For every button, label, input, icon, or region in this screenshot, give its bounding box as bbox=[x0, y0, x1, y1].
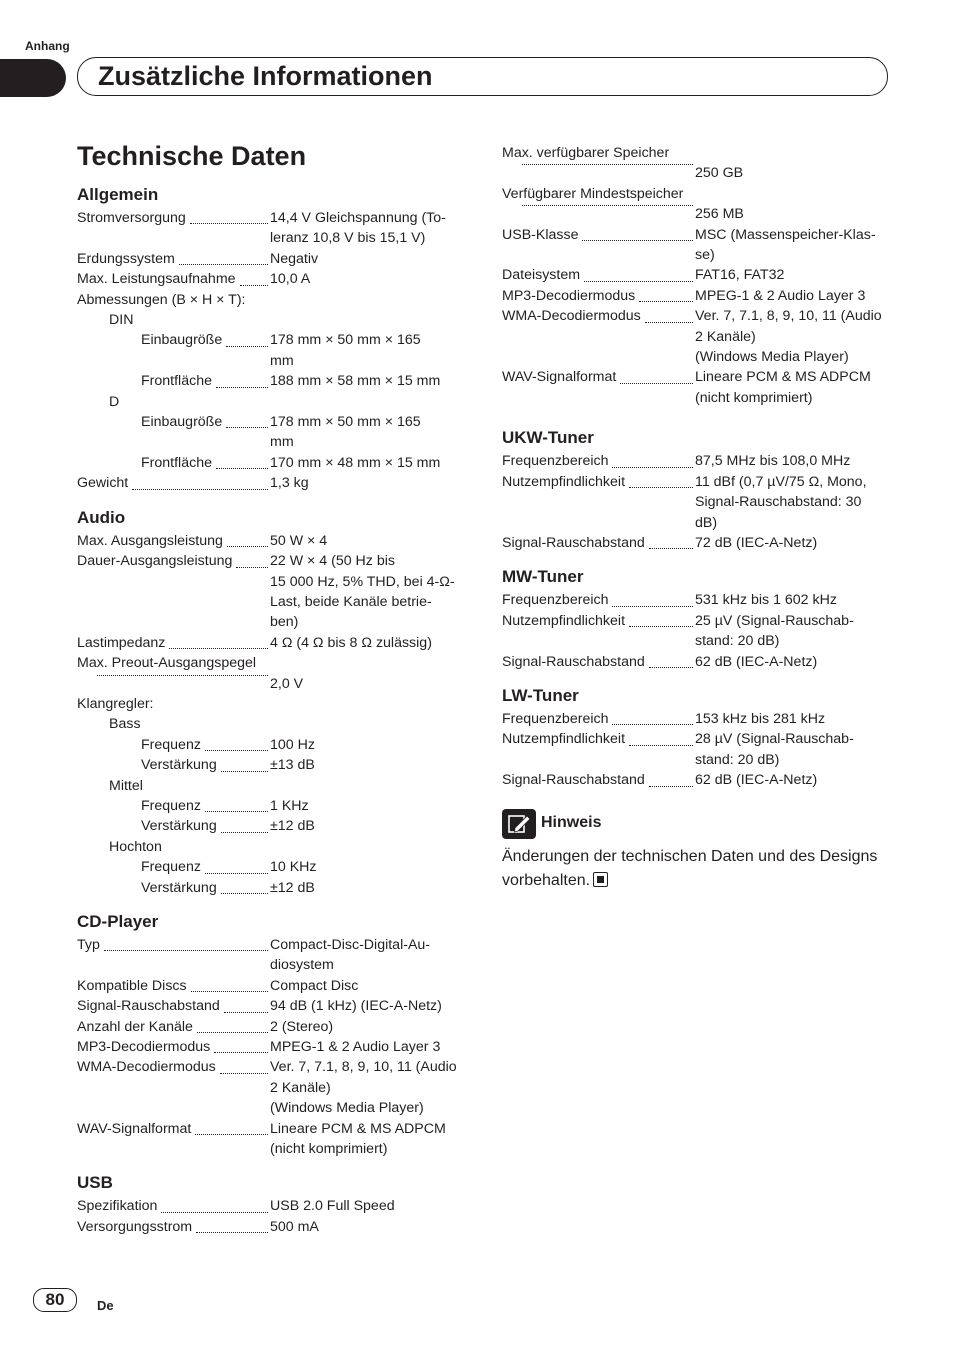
spec-row bbox=[502, 590, 894, 610]
spec-label: Einbaugröße bbox=[141, 332, 223, 349]
spec-value: 4 Ω (4 Ω bis 8 Ω zulässig) bbox=[270, 634, 432, 651]
spec-value: Compact Disc bbox=[270, 977, 359, 994]
spec-row bbox=[77, 453, 469, 473]
note-pencil-icon bbox=[502, 809, 536, 839]
spec-row bbox=[502, 163, 894, 183]
spec-row bbox=[502, 204, 894, 224]
spec-value: 94 dB (1 kHz) (IEC-A-Netz) bbox=[270, 998, 442, 1015]
spec-label: WMA-Decodiermodus bbox=[77, 1059, 216, 1076]
spec-value: 10,0 A bbox=[270, 271, 311, 288]
spec-value: Signal-Rauschabstand: 30 bbox=[695, 494, 862, 511]
spec-value: 2,0 V bbox=[270, 675, 304, 692]
spec-subheading: Bass bbox=[109, 716, 141, 733]
spec-label: Max. Leistungsaufnahme bbox=[77, 271, 236, 288]
spec-label: Frequenzbereich bbox=[502, 710, 609, 727]
spec-value: 500 mA bbox=[270, 1218, 319, 1235]
spec-row bbox=[77, 208, 469, 249]
chapter-title-box bbox=[77, 57, 888, 96]
spec-row bbox=[77, 633, 469, 653]
spec-value: 178 mm × 50 mm × 165 bbox=[270, 332, 421, 349]
spec-value: 62 dB (IEC-A-Netz) bbox=[695, 772, 818, 789]
spec-row bbox=[77, 996, 469, 1016]
spec-row bbox=[77, 1037, 469, 1057]
heading-lw-tuner: LW-Tuner bbox=[502, 685, 579, 705]
spec-value: Ver. 7, 7.1, 8, 9, 10, 11 (Audio bbox=[695, 308, 882, 325]
spec-value: diosystem bbox=[270, 957, 334, 974]
spec-label: USB-Klasse bbox=[502, 226, 579, 243]
spec-subheading: Hochton bbox=[109, 838, 162, 855]
spec-label: Frequenz bbox=[141, 859, 201, 876]
spec-row bbox=[77, 735, 469, 755]
note-header bbox=[502, 809, 894, 839]
spec-value: 178 mm × 50 mm × 165 bbox=[270, 414, 421, 431]
spec-label: MP3-Decodiermodus bbox=[77, 1039, 211, 1056]
spec-label: MP3-Decodiermodus bbox=[502, 287, 636, 304]
spec-row bbox=[77, 330, 469, 371]
spec-value: 2 (Stereo) bbox=[270, 1018, 334, 1035]
note-title: Hinweis bbox=[541, 814, 602, 832]
spec-value: 62 dB (IEC-A-Netz) bbox=[695, 653, 818, 670]
spec-row bbox=[502, 306, 894, 367]
spec-value: ±12 dB bbox=[270, 818, 315, 835]
spec-label: Max. verfügbarer Speicher bbox=[502, 145, 670, 161]
spec-row bbox=[77, 796, 469, 816]
spec-value: (Windows Media Player) bbox=[270, 1100, 424, 1117]
spec-label: Frontfläche bbox=[141, 373, 212, 390]
right-column bbox=[502, 143, 894, 893]
spec-label: WMA-Decodiermodus bbox=[502, 308, 641, 325]
note-text-block bbox=[502, 845, 892, 893]
spec-row bbox=[502, 472, 894, 533]
spec-label: Max. Preout-Ausgangspegel bbox=[77, 655, 257, 672]
spec-label: Verstärkung bbox=[141, 757, 217, 774]
spec-value: 2 Kanäle) bbox=[270, 1079, 331, 1096]
chapter-tab-marker bbox=[0, 59, 66, 97]
spec-value: 28 µV (Signal-Rauschab- bbox=[695, 731, 854, 748]
spec-value: 188 mm × 58 mm × 15 mm bbox=[270, 373, 441, 390]
spec-row bbox=[502, 611, 894, 652]
spec-value: Compact-Disc-Digital-Au- bbox=[270, 937, 431, 953]
heading-audio: Audio bbox=[77, 507, 126, 527]
spec-row bbox=[502, 286, 894, 306]
spec-value: 11 dBf (0,7 µV/75 Ω, Mono, bbox=[695, 473, 867, 490]
spec-label: WAV-Signalformat bbox=[502, 369, 617, 386]
spec-value: ±13 dB bbox=[270, 757, 315, 774]
spec-value: 87,5 MHz bis 108,0 MHz bbox=[695, 453, 851, 470]
spec-value: se) bbox=[695, 247, 715, 264]
spec-value: 72 dB (IEC-A-Netz) bbox=[695, 534, 818, 551]
spec-row bbox=[77, 269, 469, 289]
spec-value: stand: 20 dB) bbox=[695, 751, 780, 768]
spec-row bbox=[77, 371, 469, 391]
spec-row bbox=[77, 857, 469, 877]
spec-label: Frequenzbereich bbox=[502, 453, 609, 470]
spec-label: Max. Ausgangsleistung bbox=[77, 532, 223, 549]
spec-label: Frequenz bbox=[141, 797, 201, 814]
spec-label: Signal-Rauschabstand bbox=[502, 534, 645, 551]
spec-value: Negativ bbox=[270, 250, 319, 267]
heading-mw-tuner: MW-Tuner bbox=[502, 567, 584, 587]
spec-row bbox=[502, 729, 894, 770]
spec-value: 50 W × 4 bbox=[270, 532, 328, 549]
spec-value: leranz 10,8 V bis 15,1 V) bbox=[270, 230, 426, 247]
spec-value: 22 W × 4 (50 Hz bis bbox=[270, 553, 395, 570]
spec-row bbox=[502, 367, 894, 408]
chapter-title: Zusätzliche Informationen bbox=[98, 61, 433, 91]
spec-label: Kompatible Discs bbox=[77, 977, 187, 994]
spec-label: Frequenz bbox=[141, 736, 201, 753]
section-tag: Anhang bbox=[25, 39, 70, 53]
spec-value: 15 000 Hz, 5% THD, bei 4-Ω- bbox=[270, 573, 455, 590]
end-of-section-icon bbox=[593, 872, 608, 887]
spec-label: Dateisystem bbox=[502, 267, 581, 284]
spec-value: 2 Kanäle) bbox=[695, 328, 756, 345]
spec-value: Last, beide Kanäle betrie- bbox=[270, 593, 432, 610]
spec-label: Stromversorgung bbox=[77, 210, 186, 226]
spec-row bbox=[77, 878, 469, 898]
spec-row bbox=[77, 473, 469, 493]
spec-subheading: Mittel bbox=[109, 777, 143, 794]
spec-value: 10 KHz bbox=[270, 859, 317, 876]
spec-label: Nutzempfindlichkeit bbox=[502, 473, 626, 490]
spec-value: 1,3 kg bbox=[270, 475, 309, 492]
spec-value: Lineare PCM & MS ADPCM bbox=[270, 1120, 446, 1137]
spec-label: Gewicht bbox=[77, 475, 129, 492]
spec-label: Nutzempfindlichkeit bbox=[502, 612, 626, 629]
spec-label: Frequenzbereich bbox=[502, 592, 609, 609]
spec-subheading: Klangregler: bbox=[77, 695, 154, 712]
spec-label: Nutzempfindlichkeit bbox=[502, 731, 626, 748]
language-code: De bbox=[97, 1298, 114, 1313]
heading-allgemein: Allgemein bbox=[77, 185, 159, 204]
heading-cd-player: CD-Player bbox=[77, 912, 159, 931]
spec-value: 531 kHz bis 1 602 kHz bbox=[695, 592, 837, 609]
spec-row bbox=[77, 1119, 469, 1160]
spec-subheading: DIN bbox=[109, 312, 134, 329]
spec-label: Erdungssystem bbox=[77, 250, 175, 267]
spec-label: Signal-Rauschabstand bbox=[502, 653, 645, 670]
spec-row bbox=[77, 249, 469, 269]
spec-value: stand: 20 dB) bbox=[695, 633, 780, 650]
spec-label: Signal-Rauschabstand bbox=[502, 772, 645, 789]
spec-value: (nicht komprimiert) bbox=[695, 389, 813, 406]
spec-value: mm bbox=[270, 434, 294, 451]
spec-label: Verfügbarer Mindestspeicher bbox=[502, 185, 684, 202]
spec-row bbox=[502, 451, 894, 471]
spec-row bbox=[502, 225, 894, 266]
heading-usb: USB bbox=[77, 1173, 113, 1193]
spec-value: ben) bbox=[270, 614, 299, 631]
spec-row bbox=[502, 652, 894, 672]
spec-label: Verstärkung bbox=[141, 879, 217, 896]
spec-label: Signal-Rauschabstand bbox=[77, 998, 220, 1015]
spec-value: 1 KHz bbox=[270, 797, 309, 814]
spec-value: dB) bbox=[695, 514, 718, 531]
spec-row bbox=[502, 709, 894, 729]
spec-label: WAV-Signalformat bbox=[77, 1120, 192, 1137]
spec-value: (nicht komprimiert) bbox=[270, 1141, 388, 1158]
spec-label: Lastimpedanz bbox=[77, 634, 166, 651]
spec-subheading: Abmessungen (B × H × T): bbox=[77, 291, 246, 308]
page-title: Technische Daten bbox=[77, 141, 307, 171]
spec-label: Verstärkung bbox=[141, 818, 217, 835]
spec-row bbox=[77, 1217, 469, 1237]
spec-value: MSC (Massenspeicher-Klas- bbox=[695, 226, 876, 243]
spec-value: USB 2.0 Full Speed bbox=[270, 1198, 395, 1215]
spec-value: Lineare PCM & MS ADPCM bbox=[695, 369, 871, 386]
spec-row bbox=[77, 935, 469, 976]
spec-row bbox=[502, 265, 894, 285]
left-column bbox=[77, 183, 469, 1237]
spec-value: FAT16, FAT32 bbox=[695, 267, 785, 284]
spec-value: Ver. 7, 7.1, 8, 9, 10, 11 (Audio bbox=[270, 1059, 457, 1076]
heading-ukw-tuner: UKW-Tuner bbox=[502, 428, 594, 448]
spec-label: Dauer-Ausgangsleistung bbox=[77, 553, 233, 570]
spec-value: 14,4 V Gleichspannung (To- bbox=[270, 210, 446, 226]
spec-row bbox=[77, 1057, 469, 1118]
spec-label: Versorgungsstrom bbox=[77, 1218, 193, 1235]
spec-value: MPEG-1 & 2 Audio Layer 3 bbox=[695, 287, 866, 304]
spec-row bbox=[77, 816, 469, 836]
spec-value: 256 MB bbox=[695, 206, 744, 223]
spec-value: 250 GB bbox=[695, 165, 744, 182]
note-text: Änderungen der technischen Daten und des Designs vorbehalten. bbox=[502, 847, 878, 889]
spec-subheading: D bbox=[109, 393, 120, 410]
spec-value: ±12 dB bbox=[270, 879, 315, 896]
spec-label: Spezifikation bbox=[77, 1198, 158, 1215]
spec-value: 170 mm × 48 mm × 15 mm bbox=[270, 454, 441, 471]
spec-value: 25 µV (Signal-Rauschab- bbox=[695, 612, 854, 629]
spec-row bbox=[502, 533, 894, 553]
spec-row bbox=[77, 1017, 469, 1037]
spec-row bbox=[77, 674, 469, 694]
spec-label: Einbaugröße bbox=[141, 414, 223, 431]
spec-value: MPEG-1 & 2 Audio Layer 3 bbox=[270, 1039, 441, 1056]
spec-row bbox=[77, 1196, 469, 1216]
spec-value: (Windows Media Player) bbox=[695, 349, 849, 366]
spec-label: Frontfläche bbox=[141, 454, 212, 471]
spec-row bbox=[77, 412, 469, 453]
spec-row bbox=[77, 976, 469, 996]
spec-value: 153 kHz bis 281 kHz bbox=[695, 710, 826, 727]
spec-row bbox=[77, 531, 469, 551]
spec-row bbox=[77, 755, 469, 775]
spec-row bbox=[77, 551, 469, 633]
spec-row bbox=[502, 770, 894, 790]
page-number: 80 bbox=[33, 1288, 77, 1312]
spec-value: 100 Hz bbox=[270, 736, 315, 753]
spec-value: mm bbox=[270, 352, 294, 369]
spec-label: Anzahl der Kanäle bbox=[77, 1018, 193, 1035]
spec-label: Typ bbox=[77, 937, 100, 953]
